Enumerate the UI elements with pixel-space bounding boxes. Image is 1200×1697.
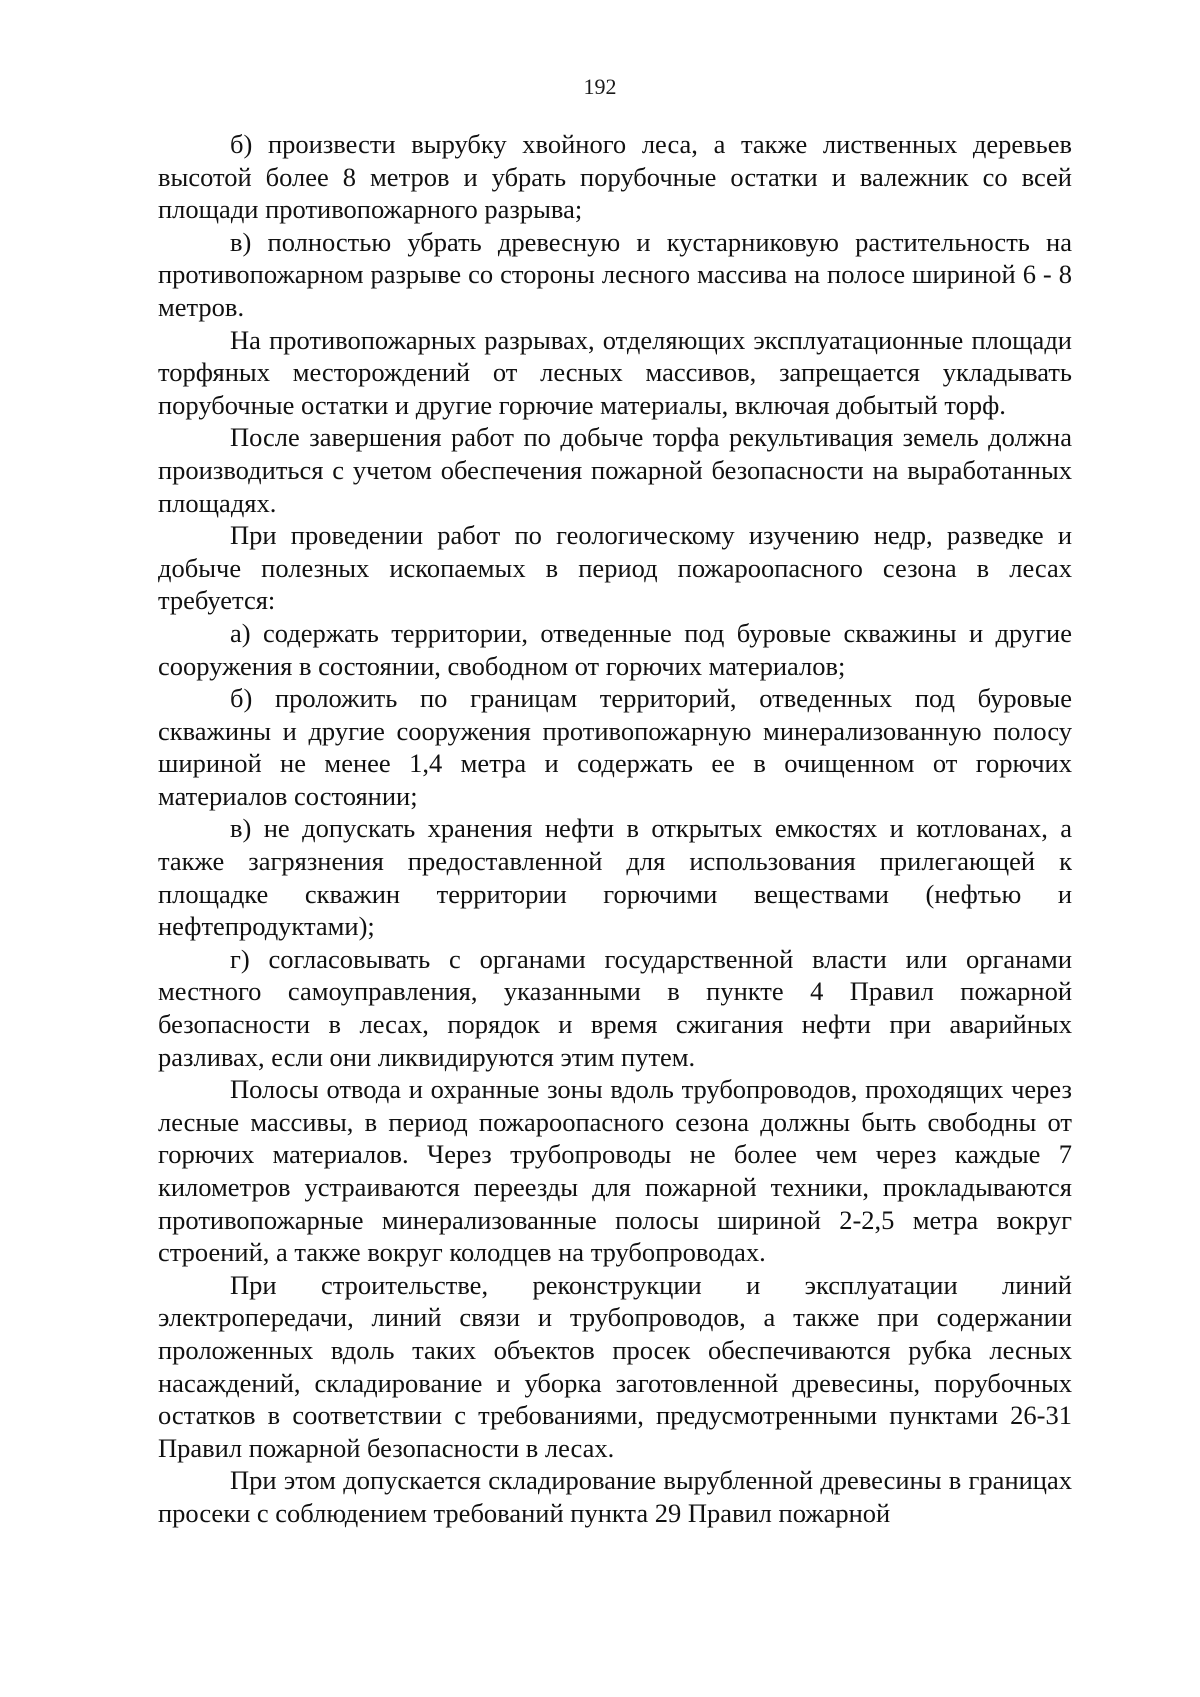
paragraph-a-territories: а) содержать территории, отведенные под буровые скважины и другие сооружения в состоянии, свободном от горючих материалов; [158, 617, 1072, 681]
paragraph-g-oil-burning: г) согласовывать с органами государственной власти или органами местного самоуправления, указанными в пункте 4 Правил пожарной безопасности в лесах, порядок и время сжигания нефти при аварийных разливах, если они ликвидируются этим путем. [158, 943, 1072, 1072]
paragraph-v-oil-storage: в) не допускать хранения нефти в открытых емкостях и котлованах, а также загрязнения предоставленной для использования прилегающей к площадке скважин территории горючими веществами (нефтью и нефтепродуктами); [158, 813, 1072, 942]
paragraph-pipelines: Полосы отвода и охранные зоны вдоль трубопроводов, проходящих через лесные массивы, в период пожароопасного сезона должны быть свободны от горючих материалов. Через трубопроводы не более чем через каждые 7 километров устраиваются переезды для пожарной техники, прокладываются противопожарные минерализованные полосы шириной 2-2,5 метра вокруг строений, а также вокруг колодцев на трубопроводах. [158, 1074, 1072, 1268]
paragraph-v-removal: в) полностью убрать древесную и кустарниковую растительность на противопожарном разрыве со стороны лесного массива на полосе шириной 6 - 8 метров. [158, 226, 1072, 322]
paragraph-peat-firebreaks: На противопожарных разрывах, отделяющих эксплуатационные площади торфяных месторождений от лесных массивов, запрещается укладывать порубочные остатки и другие горючие материалы, включая добытый торф. [158, 324, 1072, 420]
page-number: 192 [583, 74, 617, 99]
document-body [158, 128, 1072, 1530]
paragraph-timber-storage: При этом допускается складирование вырубленной древесины в границах просеки с соблюдением требований пункта 29 Правил пожарной [158, 1465, 1072, 1528]
paragraph-geology-requirements: При проведении работ по геологическому изучению недр, разведке и добыче полезных ископаемых в период пожароопасного сезона в лесах требуется: [158, 520, 1072, 616]
paragraph-b-strip: б) проложить по границам территорий, отведенных под буровые скважины и другие сооружения противопожарную минерализованную полосу шириной не менее 1,4 метра и содержать ее в очищенном от горючих материалов состоянии; [158, 683, 1072, 811]
paragraph-peat-reclamation: После завершения работ по добыче торфа рекультивация земель должна производиться с учетом обеспечения пожарной безопасности на выработанных площадях. [158, 422, 1072, 518]
paragraph-power-lines: При строительстве, реконструкции и эксплуатации линий электропередачи, линий связи и трубопроводов, а также при содержании проложенных вдоль таких объектов просек обеспечиваются рубка лесных насаждений, складирование и уборка заготовленной древесины, порубочных остатков в соответствии с требованиями, предусмотренными пунктами 26-31 Правил пожарной безопасности в лесах. [158, 1269, 1072, 1463]
paragraph-b-cutting: б) произвести вырубку хвойного леса, а также лиственных деревьев высотой более 8 метров и убрать порубочные остатки и валежник со всей площади противопожарного разрыва; [158, 129, 1072, 225]
